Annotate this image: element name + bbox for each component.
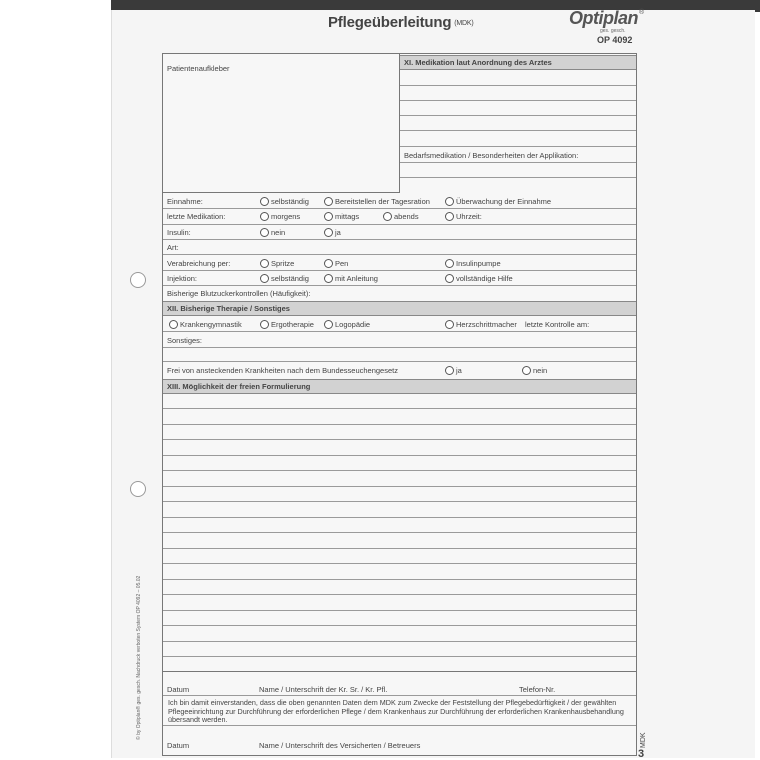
medication-line[interactable] xyxy=(400,85,636,86)
pen-radio[interactable] xyxy=(324,259,333,268)
insulin-no-radio[interactable] xyxy=(260,228,269,237)
free-text-line[interactable] xyxy=(163,486,636,487)
form-body xyxy=(162,53,637,756)
insulin-yes-label: ja xyxy=(335,228,341,237)
infection-no-label: nein xyxy=(533,366,548,375)
insulin-no-label: nein xyxy=(271,228,286,237)
intake-self-radio[interactable] xyxy=(260,197,269,206)
free-text-line[interactable] xyxy=(163,439,636,440)
pump-label: Insulinpumpe xyxy=(456,259,501,268)
page-number: 3 xyxy=(638,748,645,760)
free-text-line[interactable] xyxy=(163,532,636,533)
free-text-line[interactable] xyxy=(163,563,636,564)
evening-label: abends xyxy=(394,212,419,221)
free-text-line[interactable] xyxy=(163,455,636,456)
intake-monitor-label: Überwachung der Einnahme xyxy=(456,197,552,206)
pump-radio[interactable] xyxy=(445,259,454,268)
insulin-label: Insulin: xyxy=(167,228,191,237)
injection-label: Injektion: xyxy=(167,274,198,283)
pen-label: Pen xyxy=(335,259,349,268)
free-text-line[interactable] xyxy=(163,594,636,595)
syringe-label: Spritze xyxy=(271,259,295,268)
row-divider[interactable] xyxy=(163,254,636,255)
side-mdk-label: MDK xyxy=(640,732,647,748)
phone-label: Telefon-Nr. xyxy=(519,685,556,694)
intake-monitor-radio[interactable] xyxy=(445,197,454,206)
administration-label: Verabreichung per: xyxy=(167,259,231,268)
free-text-line[interactable] xyxy=(163,579,636,580)
insulin-yes-radio[interactable] xyxy=(324,228,333,237)
free-text-line[interactable] xyxy=(163,408,636,409)
free-text-line[interactable] xyxy=(163,610,636,611)
signature-divider xyxy=(163,671,636,672)
copyright-note: © by Optiplan® ges. gesch. Nachdruck verboten System OP 4092 – 05.02 xyxy=(136,575,142,740)
injection-guided-label: mit Anleitung xyxy=(335,274,378,283)
pacemaker-radio[interactable] xyxy=(445,320,454,329)
morning-radio[interactable] xyxy=(260,212,269,221)
brand-registered-mark: ® xyxy=(639,9,645,16)
free-text-line[interactable] xyxy=(163,656,636,657)
ergotherapy-radio[interactable] xyxy=(260,320,269,329)
evening-radio[interactable] xyxy=(383,212,392,221)
infection-yes-radio[interactable] xyxy=(445,366,454,375)
misc-line[interactable] xyxy=(163,361,636,362)
time-label: Uhrzeit: xyxy=(456,212,482,221)
last-medication-label: letzte Medikation: xyxy=(167,212,226,221)
demand-line[interactable] xyxy=(400,177,636,178)
row-divider xyxy=(163,208,636,209)
syringe-radio[interactable] xyxy=(260,259,269,268)
insured-signature-label: Name / Unterschrift des Versicherten / Betreuers xyxy=(259,741,421,750)
row-divider xyxy=(163,331,636,332)
time-radio[interactable] xyxy=(445,212,454,221)
ergotherapy-label: Ergotherapie xyxy=(271,320,314,329)
row-divider xyxy=(163,285,636,286)
blood-sugar-label: Bisherige Blutzuckerkontrollen (Häufigkeit): xyxy=(167,289,311,298)
type-label: Art: xyxy=(167,243,179,252)
free-text-line[interactable] xyxy=(163,641,636,642)
injection-full-help-label: vollständige Hilfe xyxy=(456,274,513,283)
free-text-line[interactable] xyxy=(163,470,636,471)
medication-line[interactable] xyxy=(400,146,636,147)
date-label: Datum xyxy=(167,685,190,694)
form-number: OP 4092 xyxy=(597,35,633,45)
intake-label: Einnahme: xyxy=(167,197,203,206)
sticker-label: Patientenaufkleber xyxy=(167,64,230,73)
morning-label: morgens xyxy=(271,212,301,221)
form-title: Pflegeüberleitung (MDK) xyxy=(328,14,474,31)
speech-therapy-label: Logopädie xyxy=(335,320,371,329)
section-12-header: XII. Bisherige Therapie / Sonstiges xyxy=(163,301,636,316)
infection-no-radio[interactable] xyxy=(522,366,531,375)
intake-daily-radio[interactable] xyxy=(324,197,333,206)
punch-hole-bottom xyxy=(130,481,146,497)
injection-self-radio[interactable] xyxy=(260,274,269,283)
medication-line[interactable] xyxy=(400,115,636,116)
section-13-header: XIII. Möglichkeit der freien Formulierung xyxy=(163,379,636,394)
misc-line[interactable] xyxy=(163,347,636,348)
free-text-line[interactable] xyxy=(163,548,636,549)
misc-label: Sonstiges: xyxy=(167,336,203,345)
row-divider xyxy=(163,725,636,726)
consent-text: Ich bin damit einverstanden, dass die oben genannten Daten dem MDK zum Zwecke der Feststellung der Pflegebedürftigkeit / der gewählten Pflegeeinrichtung zur Durchführung der erforderlichen Pflege / dem Krankenhaus zur Durchführung der erforderlichen Krankenhausbehandlung übersandt werden. xyxy=(168,698,624,724)
physiotherapy-radio[interactable] xyxy=(169,320,178,329)
free-text-line[interactable] xyxy=(163,501,636,502)
section-11-header: XI. Medikation laut Anordnung des Arztes xyxy=(400,55,636,70)
noon-label: mittags xyxy=(335,212,360,221)
demand-medication-label: Bedarfsmedikation / Besonderheiten der Applikation: xyxy=(404,151,579,160)
medication-line[interactable] xyxy=(400,100,636,101)
patient-sticker-box[interactable] xyxy=(163,54,400,193)
medication-line[interactable] xyxy=(400,130,636,131)
pacemaker-label: Herzschrittmacher xyxy=(456,320,517,329)
noon-radio[interactable] xyxy=(324,212,333,221)
row-divider xyxy=(163,270,636,271)
injection-guided-radio[interactable] xyxy=(324,274,333,283)
last-check-label: letzte Kontrolle am: xyxy=(525,320,590,329)
free-text-line[interactable] xyxy=(163,625,636,626)
infection-yes-label: ja xyxy=(456,366,462,375)
nurse-signature-label: Name / Unterschrift der Kr. Sr. / Kr. Pfl. xyxy=(259,685,388,694)
free-text-line[interactable] xyxy=(163,517,636,518)
injection-full-help-radio[interactable] xyxy=(445,274,454,283)
demand-line[interactable] xyxy=(400,162,636,163)
row-divider xyxy=(163,695,636,696)
punch-hole-top xyxy=(130,272,146,288)
free-text-line[interactable] xyxy=(163,424,636,425)
intake-daily-label: Bereitstellen der Tagesration xyxy=(335,197,430,206)
physiotherapy-label: Krankengymnastik xyxy=(180,320,242,329)
speech-therapy-radio[interactable] xyxy=(324,320,333,329)
infection-label: Frei von ansteckenden Krankheiten nach dem Bundesseuchengesetz xyxy=(167,366,398,375)
date-label-2: Datum xyxy=(167,741,190,750)
brand-subtitle: ges. gesch. xyxy=(600,28,626,34)
injection-self-label: selbständig xyxy=(271,274,309,283)
intake-self-label: selbständig xyxy=(271,197,309,206)
row-divider xyxy=(163,239,636,240)
brand-logo: Optiplan xyxy=(569,8,638,28)
row-divider xyxy=(163,224,636,225)
